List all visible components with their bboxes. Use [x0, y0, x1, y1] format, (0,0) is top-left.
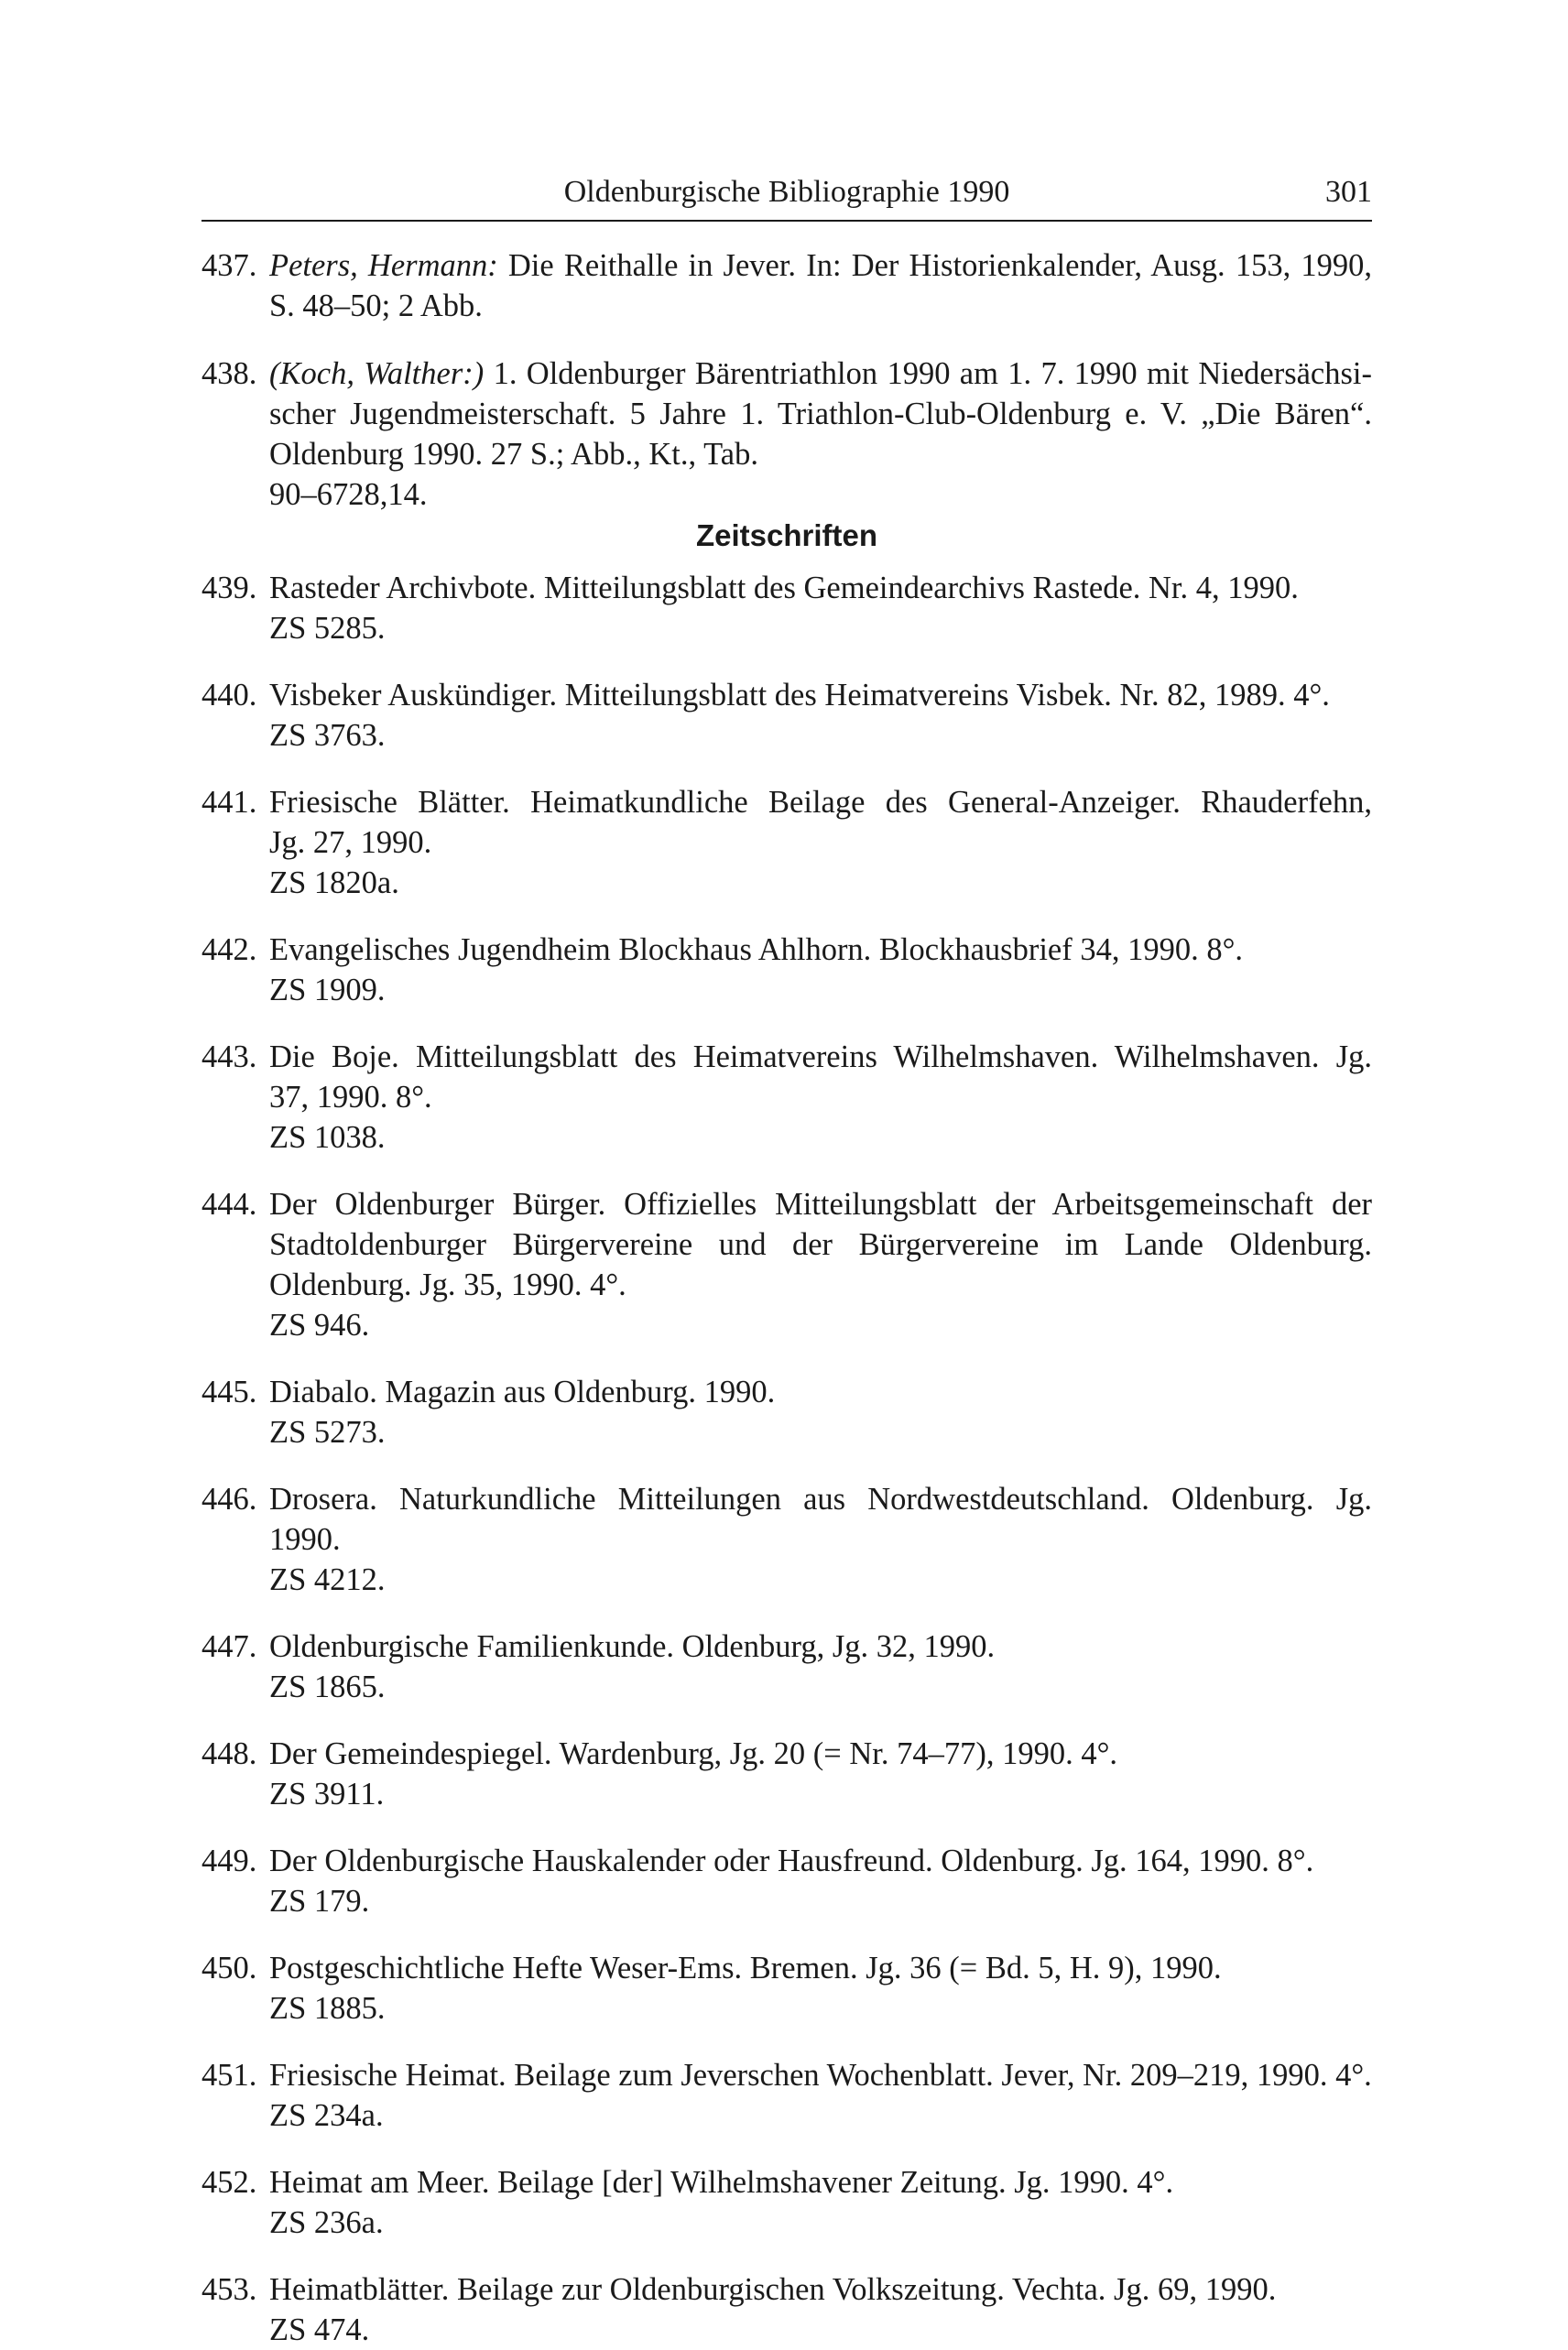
entry-448 — [201, 1734, 1372, 1814]
entry-number: 437. — [201, 248, 257, 283]
entry-449 — [201, 1841, 1372, 1921]
entry-line: ZS 1820a. — [269, 865, 399, 900]
entry-442 — [201, 930, 1372, 1010]
entry-author: Peters, Hermann: — [269, 248, 498, 283]
entry-number: 442. — [201, 932, 257, 967]
entry-line: ZS 5285. — [269, 611, 386, 646]
entry-line: ZS 1909. — [269, 973, 386, 1007]
entry-number: 448. — [201, 1736, 257, 1771]
entry-number: 443. — [201, 1039, 257, 1074]
entry-444 — [201, 1184, 1372, 1345]
entry-437 — [201, 245, 1372, 326]
entry-line: ZS 1885. — [269, 1991, 386, 2026]
entry-line: Evangelisches Jugendheim Blockhaus Ahlhorn. Blockhausbrief 34, 1990. 8°. — [269, 932, 1243, 967]
entry-number: 441. — [201, 785, 257, 820]
entry-441 — [201, 782, 1372, 903]
entry-line: Postgeschichtliche Hefte Weser-Ems. Bremen. Jg. 36 (= Bd. 5, H. 9), 1990. — [269, 1951, 1222, 1986]
entry-450 — [201, 1948, 1372, 2029]
entry-line: Visbeker Auskündiger. Mitteilungsblatt des Heimatvereins Visbek. Nr. 82, 1989. 4°. — [269, 678, 1330, 713]
entry-line: Der Oldenburgische Hauskalender oder Hausfreund. Oldenburg. Jg. 164, 1990. 8°. — [269, 1844, 1314, 1878]
entry-number: 450. — [201, 1951, 257, 1986]
entry-number: 452. — [201, 2165, 257, 2200]
entry-line: Rasteder Archivbote. Mitteilungsblatt des Gemeindearchivs Rastede. Nr. 4, 1990. — [269, 571, 1299, 605]
entry-line: Peters, Hermann: Die Reithalle in Jever. In: Der Historienkalender, Ausg. 153, 1990, — [269, 248, 1372, 283]
entry-line: 1990. — [269, 1522, 341, 1557]
entry-line: scher Jugendmeisterschaft. 5 Jahre 1. Triathlon-Club-Oldenburg e. V. „Die Bären“. — [269, 397, 1372, 431]
entry-number: 444. — [201, 1187, 257, 1222]
section-heading: Zeitschriften — [695, 518, 878, 552]
entry-line: ZS 3763. — [269, 718, 386, 753]
entry-line: S. 48–50; 2 Abb. — [269, 288, 483, 323]
page-number: 301 — [1325, 175, 1372, 209]
header-rule — [201, 220, 1372, 222]
entry-line: ZS 236a. — [269, 2205, 384, 2240]
entry-447 — [201, 1627, 1372, 1707]
entry-line: (Koch, Walther:) 1. Oldenburger Bärentriathlon 1990 am 1. 7. 1990 mit Niedersächsi- — [269, 356, 1372, 391]
entries-top — [201, 245, 1372, 515]
entry-line: Stadtoldenburger Bürgervereine und der Bürgervereine im Lande Oldenburg. — [269, 1227, 1372, 1262]
entries-list — [201, 568, 1372, 2350]
entry-line: ZS 179. — [269, 1884, 370, 1919]
running-title: Oldenburgische Bibliographie 1990 — [563, 175, 1010, 209]
entry-line: Der Oldenburger Bürger. Offizielles Mitteilungsblatt der Arbeitsgemeinschaft der — [269, 1187, 1372, 1222]
entry-number: 451. — [201, 2058, 257, 2093]
entry-line: 37, 1990. 8°. — [269, 1080, 432, 1115]
entry-line: 90–6728,14. — [269, 477, 428, 512]
entry-line: Diabalo. Magazin aus Oldenburg. 1990. — [269, 1375, 776, 1409]
entry-line: Oldenburg 1990. 27 S.; Abb., Kt., Tab. — [269, 437, 758, 472]
entry-number: 447. — [201, 1629, 257, 1664]
entry-445 — [201, 1372, 1372, 1452]
entry-number: 453. — [201, 2272, 257, 2307]
entry-453 — [201, 2269, 1372, 2350]
entry-440 — [201, 675, 1372, 756]
entry-number: 439. — [201, 571, 257, 605]
entry-451 — [201, 2055, 1372, 2136]
entry-author: (Koch, Walther:) — [269, 356, 485, 391]
entry-line: ZS 1038. — [269, 1120, 386, 1155]
entry-number: 440. — [201, 678, 257, 713]
entry-line: ZS 1865. — [269, 1670, 386, 1704]
entry-line: Heimat am Meer. Beilage [der] Wilhelmshavener Zeitung. Jg. 1990. 4°. — [269, 2165, 1174, 2200]
entry-line: Heimatblätter. Beilage zur Oldenburgischen Volkszeitung. Vechta. Jg. 69, 1990. — [269, 2272, 1277, 2307]
entry-line: Drosera. Naturkundliche Mitteilungen aus Nordwestdeutschland. Oldenburg. Jg. — [269, 1482, 1372, 1517]
entry-452 — [201, 2162, 1372, 2243]
entry-line: ZS 234a. — [269, 2098, 384, 2133]
entry-line: Der Gemeindespiegel. Wardenburg, Jg. 20 (= Nr. 74–77), 1990. 4°. — [269, 1736, 1118, 1771]
running-head — [201, 169, 1372, 216]
entry-line: ZS 3911. — [269, 1777, 385, 1811]
entry-line: ZS 474. — [269, 2312, 370, 2347]
entry-439 — [201, 568, 1372, 648]
entry-line: Friesische Blätter. Heimatkundliche Beilage des General-Anzeiger. Rhauderfehn, — [269, 785, 1372, 820]
entry-line: Friesische Heimat. Beilage zum Jeverschen Wochenblatt. Jever, Nr. 209–219, 1990. 4°. — [269, 2058, 1372, 2093]
entry-number: 446. — [201, 1482, 257, 1517]
entry-line: ZS 4212. — [269, 1562, 386, 1597]
entry-line: Die Boje. Mitteilungsblatt des Heimatvereins Wilhelmshaven. Wilhelmshaven. Jg. — [269, 1039, 1372, 1074]
entry-443 — [201, 1037, 1372, 1158]
entry-number: 438. — [201, 356, 257, 391]
entry-line: ZS 946. — [269, 1308, 370, 1343]
entry-438 — [201, 354, 1372, 515]
entry-number: 449. — [201, 1844, 257, 1878]
entry-446 — [201, 1479, 1372, 1600]
entry-line: Oldenburg. Jg. 35, 1990. 4°. — [269, 1267, 626, 1302]
entry-number: 445. — [201, 1375, 257, 1409]
entry-line: ZS 5273. — [269, 1415, 386, 1450]
entry-line: Jg. 27, 1990. — [269, 825, 432, 860]
entry-line: Oldenburgische Familienkunde. Oldenburg, Jg. 32, 1990. — [269, 1629, 996, 1664]
